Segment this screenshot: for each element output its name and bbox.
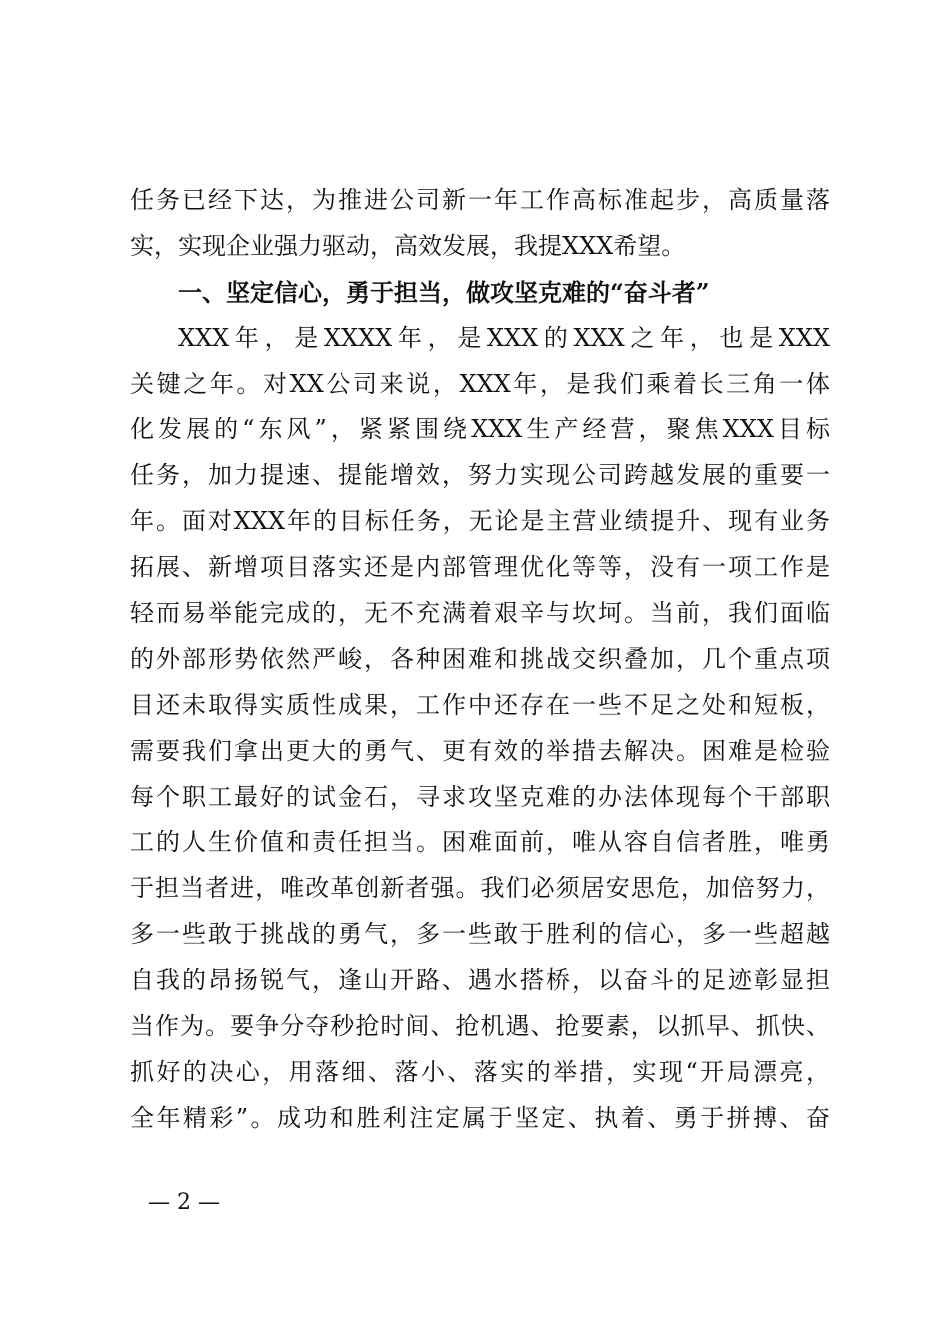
text-line: 任务已经下达，为推进公司新一年工作高标准起步，高质量落 — [130, 186, 830, 214]
text-line: 化发展的“东风”，紧紧围绕XXX生产经营，聚焦XXX目标 — [130, 415, 830, 444]
text-line: 自我的昂扬锐气，逢山开路、遇水搭桥，以奋斗的足迹彰显担 — [130, 966, 830, 995]
text-line: 实，实现企业强力驱动，高效发展，我提XXX希望。 — [130, 231, 686, 260]
text-line: 目还未取得实质性成果，工作中还存在一些不足之处和短板， — [130, 690, 830, 719]
section-heading: 一、坚定信心，勇于担当，做攻坚克难的“奋斗者” — [178, 277, 710, 307]
text-line: 拓展、新增项目落实还是内部管理优化等等，没有一项工作是 — [130, 553, 830, 582]
text-line: 任务，加力提速、提能增效，努力实现公司跨越发展的重要一 — [130, 461, 830, 490]
text-line: 每个职工最好的试金石，寻求攻坚克难的办法体现每个干部职 — [130, 782, 830, 811]
text-line: 多一些敢于挑战的勇气，多一些敢于胜利的信心，多一些超越 — [130, 920, 830, 949]
page-number: — 2 — — [148, 1190, 220, 1215]
text-line: 的外部形势依然严峻，各种困难和挑战交织叠加，几个重点项 — [130, 644, 830, 673]
text-line: 工的人生价值和责任担当。困难面前，唯从容自信者胜，唯勇 — [130, 828, 830, 857]
body-text — [130, 178, 830, 1142]
text-line: 需要我们拿出更大的勇气、更有效的举措去解决。困难是检验 — [130, 736, 830, 765]
text-line: 轻而易举能完成的，无不充满着艰辛与坎坷。当前，我们面临 — [130, 599, 830, 628]
text-line: 关键之年。对XX公司来说，XXX年，是我们乘着长三角一体 — [130, 369, 830, 398]
text-line: 于担当者进，唯改革创新者强。我们必须居安思危，加倍努力， — [130, 874, 830, 903]
text-line: 全年精彩”。成功和胜利注定属于坚定、执着、勇于拼搏、奋 — [130, 1103, 830, 1132]
text-line: 抓好的决心，用落细、落小、落实的举措，实现“开局漂亮， — [130, 1057, 830, 1086]
text-line: XXX年，是XXXX年，是XXX的XXX之年，也是XXX — [178, 323, 830, 352]
text-line: 当作为。要争分夺秒抢时间、抢机遇、抢要素，以抓早、抓快、 — [130, 1012, 830, 1041]
text-line: 年。面对XXX年的目标任务，无论是主营业绩提升、现有业务 — [130, 507, 830, 536]
